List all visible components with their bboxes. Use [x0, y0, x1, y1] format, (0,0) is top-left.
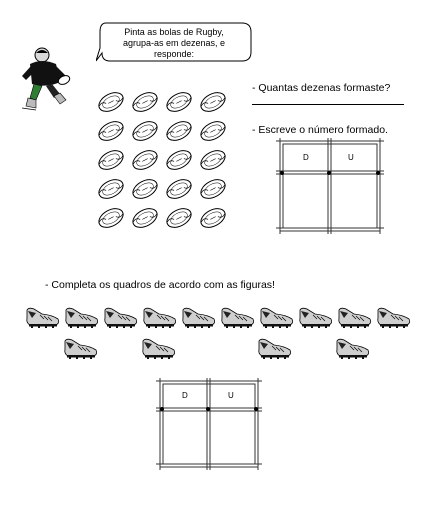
rugby-ball-icon[interactable]	[130, 89, 160, 115]
rugby-boot-icon	[339, 308, 371, 328]
rugby-boot-icon	[27, 308, 59, 328]
rugby-ball-icon[interactable]	[198, 118, 228, 144]
answer-line[interactable]	[252, 104, 404, 105]
rugby-boot-icon	[378, 308, 410, 328]
rugby-ball-icon[interactable]	[198, 205, 228, 231]
rugby-ball-icon[interactable]	[198, 89, 228, 115]
rugby-ball-grid	[97, 88, 237, 238]
rugby-boot-icon	[143, 339, 175, 359]
rugby-ball-icon[interactable]	[130, 205, 160, 231]
bubble-line-2: agrupa-as em dezenas, e	[122, 38, 226, 48]
table-frame	[156, 378, 262, 470]
place-value-table-2[interactable]	[156, 378, 262, 470]
rugby-boot-icon	[66, 308, 98, 328]
tens-header: D	[182, 391, 188, 400]
speech-bubble-text	[108, 27, 240, 60]
rugby-ball-icon[interactable]	[97, 89, 126, 115]
rugby-ball-icon[interactable]	[130, 176, 160, 202]
question-number: - Escreve o número formado.	[252, 124, 388, 136]
rugby-boot-icon	[65, 339, 97, 359]
rugby-ball-icon[interactable]	[97, 118, 126, 144]
rugby-boot-icon	[261, 308, 293, 328]
rugby-ball-icon[interactable]	[164, 118, 194, 144]
table-frame	[276, 138, 384, 234]
bubble-line-1: Pinta as bolas de Rugby,	[124, 27, 224, 37]
question-complete: - Completa os quadros de acordo com as figuras!	[45, 279, 275, 291]
rugby-boot-icon	[222, 308, 254, 328]
rugby-boot-icon	[144, 308, 176, 328]
rugby-player-icon	[20, 46, 74, 112]
rugby-ball-icon[interactable]	[97, 147, 126, 173]
rugby-boot-icon	[105, 308, 137, 328]
rugby-boot-icon	[337, 339, 369, 359]
bubble-line-3: responde:	[153, 49, 195, 59]
rugby-ball-icon[interactable]	[198, 147, 228, 173]
rugby-ball-icon[interactable]	[97, 205, 126, 231]
rugby-ball-icon[interactable]	[198, 176, 228, 202]
rugby-ball-icon[interactable]	[130, 118, 160, 144]
place-value-table-1[interactable]	[276, 138, 384, 234]
rugby-ball-icon[interactable]	[164, 89, 194, 115]
rugby-boot-icon	[259, 339, 291, 359]
rugby-ball-icon[interactable]	[164, 176, 194, 202]
rugby-ball-icon[interactable]	[164, 147, 194, 173]
units-header: U	[348, 153, 354, 162]
rugby-boot-row	[24, 304, 424, 364]
rugby-ball-icon[interactable]	[164, 205, 194, 231]
question-tens: - Quantas dezenas formaste?	[252, 82, 391, 94]
units-header: U	[228, 391, 234, 400]
rugby-boot-icon	[183, 308, 215, 328]
rugby-ball-icon[interactable]	[130, 147, 160, 173]
rugby-boot-icon	[300, 308, 332, 328]
rugby-ball-icon[interactable]	[97, 176, 126, 202]
tens-header: D	[303, 153, 309, 162]
